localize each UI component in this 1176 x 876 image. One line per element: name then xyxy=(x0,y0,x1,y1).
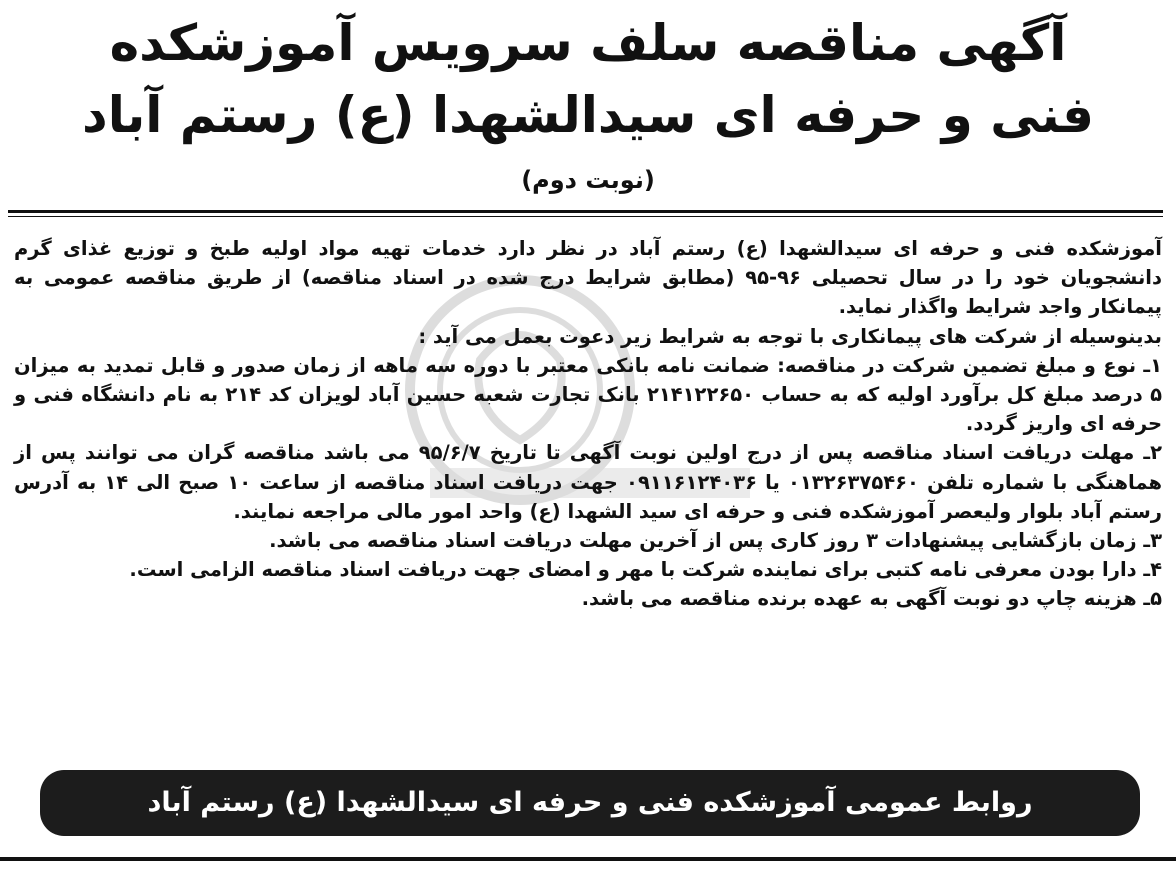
header-divider-thick xyxy=(8,210,1163,213)
notice-title-line2: فنی و حرفه ای سیدالشهدا (ع) رستم آباد xyxy=(82,86,1094,144)
notice-title-line1: آگهی مناقصه سلف سرویس آموزشکده xyxy=(109,14,1067,72)
notice-intro: آموزشکده فنی و حرفه ای سیدالشهدا (ع) رستم آباد در نظر دارد خدمات تهیه مواد اولیه طبخ و توزیع غذای گرم دانشجویان خود را در سال تحصیلی ۹۶-۹۵ (مطابق شرایط درج شده در اسناد مناقصه) از طریق مناقصه عمومی به پیمانکار واجد شرایط واگذار نماید. xyxy=(14,237,1162,319)
header-divider-thin xyxy=(8,216,1163,217)
signature-text: روابط عمومی آموزشکده فنی و حرفه ای سیدالشهدا (ع) رستم آباد xyxy=(147,787,1033,818)
notice-invitation: بدینوسیله از شرکت های پیمانکاری با توجه به شرایط زیر دعوت بعمل می آید : xyxy=(418,324,1162,348)
condition-item-2: ۲ـ مهلت دریافت اسناد مناقصه پس از درج اولین نوبت آگهی تا تاریخ ۹۵/۶/۷ می باشد مناقصه گران می توانند پس از هماهنگی با شماره تلفن ۰۱۳۲۶۳۷۵۴۶۰ یا ۰۹۱۱۶۱۲۴۰۳۶ جهت دریافت اسناد مناقصه از ساعت ۱۰ صبح الی ۱۴ به آدرس رستم آباد بلوار ولیعصر آموزشکده فنی و حرفه ای سید الشهدا (ع) واحد امور مالی مراجعه نمایند. xyxy=(14,441,1162,523)
signature-banner xyxy=(40,770,1140,836)
notice-body xyxy=(14,234,1162,614)
condition-item-4: ۴ـ دارا بودن معرفی نامه کتبی برای نماینده شرکت با مهر و امضای جهت دریافت اسناد مناقصه الزامی است. xyxy=(129,558,1162,582)
condition-item-3: ۳ـ زمان بازگشایی پیشنهادات ۳ روز کاری پس از آخرین مهلت دریافت اسناد مناقصه می باشد. xyxy=(269,529,1162,553)
notice-subtitle: (نوبت دوم) xyxy=(521,166,655,194)
condition-item-1: ۱ـ نوع و مبلغ تضمین شرکت در مناقصه: ضمانت نامه بانکی معتبر با دوره سه ماهه از زمان صدور و قابل تمدید به میزان ۵ درصد مبلغ کل برآورد اولیه که به حساب ۲۱۴۱۲۲۶۵۰ بانک تجارت شعبه حسین آباد لویزان کد ۲۱۴ به نام دانشگاه فنی و حرفه ای واریز گردد. xyxy=(14,353,1162,436)
condition-item-5: ۵ـ هزینه چاپ دو نوبت آگهی به عهده برنده مناقصه می باشد. xyxy=(581,587,1162,611)
footer-divider xyxy=(0,857,1176,861)
